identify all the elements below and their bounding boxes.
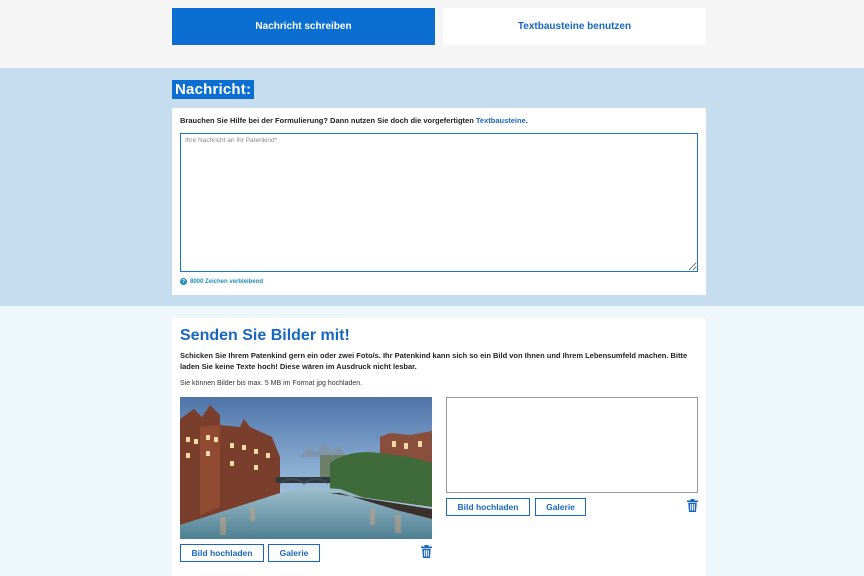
upload-image-button-2[interactable]: Bild hochladen: [446, 498, 530, 516]
uploaded-photo: [180, 397, 432, 539]
images-upload-note: Sie können Bilder bis max. 5 MB im Format jpg hochladen.: [180, 380, 363, 387]
trash-icon[interactable]: [421, 545, 432, 558]
character-counter: [180, 278, 263, 285]
tab-write-message[interactable]: Nachricht schreiben: [172, 8, 435, 45]
gallery-button-1[interactable]: Galerie: [268, 544, 320, 562]
message-textarea[interactable]: [180, 133, 698, 272]
message-heading: Nachricht:: [172, 80, 254, 99]
message-card: [172, 108, 706, 295]
images-heading: Senden Sie Bilder mit!: [180, 327, 350, 344]
tab-use-templates[interactable]: Textbausteine benutzen: [443, 8, 706, 45]
images-card: [172, 318, 706, 576]
counter-text: 8000 Zeichen verbleibend: [190, 278, 264, 285]
templates-link[interactable]: Textbausteine: [475, 116, 526, 125]
help-text-suffix: .: [525, 116, 528, 125]
trash-icon[interactable]: [687, 499, 698, 512]
gallery-button-2[interactable]: Galerie: [535, 498, 586, 516]
upload-image-button-1[interactable]: Bild hochladen: [180, 544, 264, 562]
images-description: Schicken Sie Ihrem Patenkind gern ein oder zwei Foto/s. Ihr Patenkind kann sich so ein Bild von Ihnen und Ihrem Lebensumfeld machen. Bitte laden Sie keine Texte hoch! Diese wären im Ausdruck nicht lesbar.: [180, 351, 688, 371]
help-text-body: Brauchen Sie Hilfe bei der Formulierung? Dann nutzen Sie doch die vorgefertigten: [180, 116, 476, 125]
tab-bar: [0, 0, 864, 68]
help-text: [180, 116, 528, 125]
image-placeholder-2: [446, 397, 698, 493]
info-icon: ?: [181, 278, 186, 285]
